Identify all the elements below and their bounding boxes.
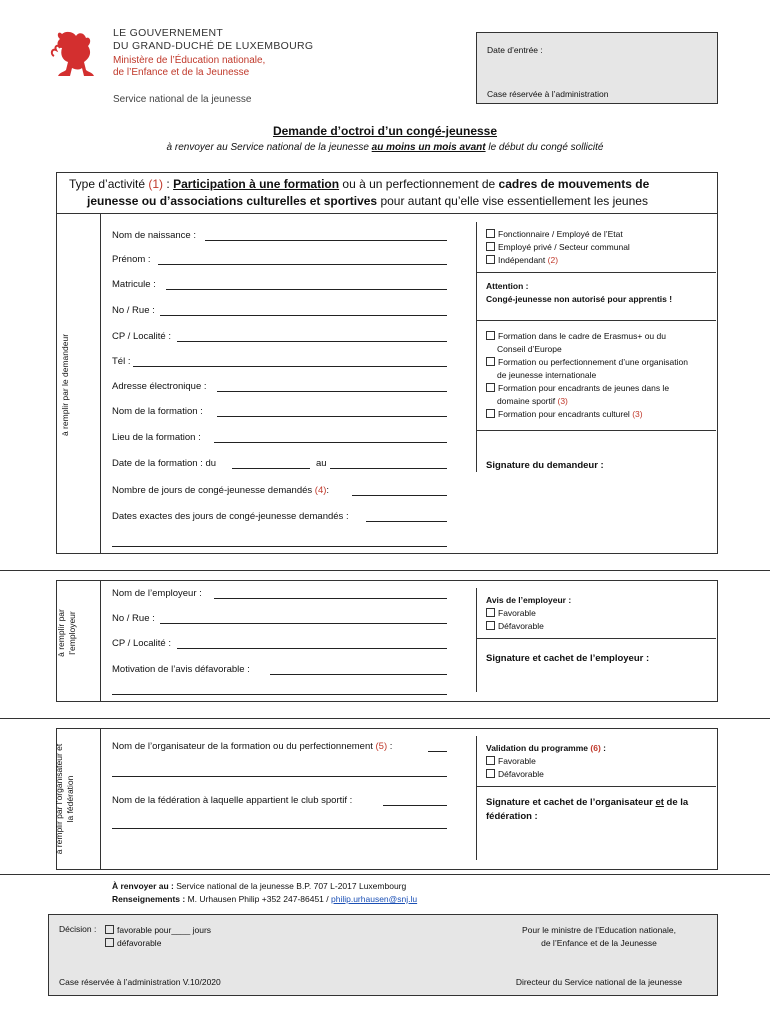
motivation-input-1[interactable] <box>270 674 447 675</box>
employer-top-rule <box>0 570 770 571</box>
formation-option-culturel[interactable] <box>486 408 688 421</box>
contact-email-link[interactable]: philip.urhausen@snj.lu <box>331 894 418 904</box>
applicant-signature-label: Signature du demandeur : <box>486 460 604 471</box>
employer-side-divider <box>100 580 101 701</box>
gov-line-2: DU GRAND-DUCHÉ DE LUXEMBOURG <box>113 40 314 52</box>
dates-exactes-input-1[interactable] <box>366 521 447 522</box>
organizer-side-label <box>54 732 76 866</box>
matricule-label: Matricule : <box>112 279 156 290</box>
organizer-defavorable-option[interactable] <box>486 768 606 781</box>
federation-label: Nom de la fédération à laquelle appartient le club sportif : <box>112 795 353 806</box>
renseignements <box>112 894 417 904</box>
employer-defavorable-option[interactable] <box>486 620 571 633</box>
organizer-col-divider <box>476 736 477 860</box>
organizer-nom-input-1[interactable] <box>428 751 447 752</box>
date-du-label: Date de la formation : du <box>112 458 217 469</box>
employer-opinion-divider <box>476 638 716 639</box>
validation-ref: (6) <box>590 743 601 753</box>
activity-ref: (1) <box>148 177 164 191</box>
employer-side-label-1: à remplir par <box>56 609 66 657</box>
dates-exactes-label: Dates exactes des jours de congé-jeunesse demandés : <box>112 511 349 522</box>
employer-cp-input[interactable] <box>177 648 447 649</box>
email-input[interactable] <box>217 391 447 392</box>
employer-nom-input[interactable] <box>214 598 447 599</box>
activity-part-3: cadres de mouvements de <box>498 177 650 191</box>
prenom-input[interactable] <box>158 264 447 265</box>
organizer-side-label-2: la fédération <box>65 775 75 823</box>
activity-part-5: pour autant qu’elle vise essentiellement les jeunes <box>377 194 648 208</box>
federation-input-2[interactable] <box>112 828 447 829</box>
decision-favorable-label: favorable pour____ jours <box>117 925 212 935</box>
matricule-input[interactable] <box>166 289 447 290</box>
checkbox-icon <box>486 229 495 238</box>
date-au-label: au <box>316 458 327 469</box>
ministre-line-1: Pour le ministre de l’Education nationale, <box>521 925 677 935</box>
tel-input[interactable] <box>133 366 447 367</box>
employer-signature-label: Signature et cachet de l’employeur : <box>486 653 650 664</box>
ministre-signatory <box>489 924 709 950</box>
formation-label: Nom de la formation : <box>112 406 203 417</box>
formation-option-erasmus[interactable] <box>486 330 688 343</box>
applicant-side-divider <box>100 213 101 554</box>
status-divider <box>476 272 716 273</box>
decision-favorable-option[interactable] <box>105 924 211 937</box>
government-name <box>113 27 313 53</box>
activity-prefix: Type d’activité <box>69 177 149 191</box>
employer-col-divider <box>476 588 477 692</box>
admin-decision-box <box>48 914 718 996</box>
decision-options <box>105 924 211 950</box>
formation-f2b: de jeunesse internationale <box>497 370 597 380</box>
organizer-favorable-option[interactable] <box>486 755 606 768</box>
email-label: Adresse électronique : <box>112 381 207 392</box>
form-title: Demande d’octroi d’un congé-jeunesse <box>272 124 498 138</box>
organizer-nom-label <box>112 741 392 752</box>
checkbox-icon <box>486 383 495 392</box>
lieu-label: Lieu de la formation : <box>112 432 201 443</box>
formation-option-sportif[interactable] <box>486 382 688 395</box>
organizer-defavorable-label: Défavorable <box>498 769 544 779</box>
org-signature-line2: fédération : <box>486 811 538 822</box>
date-au-input[interactable] <box>330 468 447 469</box>
attention-divider <box>476 320 716 321</box>
coat-of-arms-logo <box>48 26 100 82</box>
prenom-label: Prénom : <box>112 254 151 265</box>
validation-post: : <box>600 743 606 753</box>
formation-f3b-pre: domaine sportif <box>497 396 558 406</box>
employer-side-label <box>56 598 78 668</box>
date-du-input[interactable] <box>232 468 310 469</box>
formation-f1a: Formation dans le cadre de Erasmus+ ou du <box>498 331 666 341</box>
admin-reserved-label: Case réservée à l’administration <box>487 89 609 99</box>
ministry-line-2: de l’Enfance et de la Jeunesse <box>113 67 250 78</box>
org-signature-post: de la <box>663 797 689 808</box>
admin-reserved-version: Case réservée à l’administration V.10/2020 <box>59 977 221 987</box>
employer-defavorable-label: Défavorable <box>498 621 544 631</box>
checkbox-icon <box>486 242 495 251</box>
form-subtitle <box>0 142 770 153</box>
validation-divider <box>476 786 716 787</box>
organizer-favorable-label: Favorable <box>498 756 536 766</box>
status-opt3-label: Indépendant <box>498 255 548 265</box>
formation-f2a: Formation ou perfectionnement d’une organisation <box>498 357 688 367</box>
attention-text: Congé-jeunesse non autorisé pour apprentis ! <box>486 294 673 304</box>
activity-part-1: Participation à une formation <box>173 177 340 191</box>
formation-f4-label: Formation pour encadrants culturel <box>498 409 633 419</box>
applicant-col-divider <box>476 222 477 472</box>
renvoyer-address <box>112 881 406 891</box>
status-option-independant[interactable] <box>486 254 630 267</box>
checkbox-icon <box>486 331 495 340</box>
decision-label: Décision : <box>59 924 97 934</box>
organizer-nom-input-2[interactable] <box>112 776 447 777</box>
nb-jours-pre: Nombre de jours de congé-jeunesse demandés <box>112 485 315 496</box>
organizer-nom-ref: (5) <box>375 741 388 752</box>
validation-pre: Validation du programme <box>486 743 591 753</box>
checkbox-icon <box>486 608 495 617</box>
federation-input-1[interactable] <box>383 805 447 806</box>
decision-defavorable-option[interactable] <box>105 937 211 950</box>
checkbox-icon <box>486 621 495 630</box>
employer-opinion <box>486 594 571 633</box>
subtitle-pre: à renvoyer au Service national de la jeunesse <box>166 142 372 153</box>
rue-input[interactable] <box>160 315 447 316</box>
renvoyer-label: À renvoyer au : <box>112 881 174 891</box>
activity-line-2 <box>87 194 648 208</box>
organizer-signature-label <box>486 796 688 824</box>
status-option-prive[interactable] <box>486 241 630 254</box>
applicant-side-label: à remplir par le demandeur <box>60 333 70 437</box>
date-entree-label: Date d’entrée : <box>487 45 543 55</box>
service-name: Service national de la jeunesse <box>113 94 252 105</box>
ministry-name <box>113 55 265 79</box>
organizer-side-label-1: à remplir par l’organisateur et <box>54 743 64 855</box>
activity-colon: : <box>163 177 174 191</box>
formation-input[interactable] <box>217 416 447 417</box>
employer-rue-input[interactable] <box>160 623 447 624</box>
nb-jours-post: : <box>326 485 330 496</box>
dates-exactes-input-2[interactable] <box>112 546 447 547</box>
directeur-signatory: Directeur du Service national de la jeunesse <box>515 977 683 987</box>
activity-line-1 <box>69 177 649 191</box>
formation-f3b <box>486 395 688 408</box>
cp-label: CP / Localité : <box>112 331 171 342</box>
motivation-label: Motivation de l’avis défavorable : <box>112 664 250 675</box>
formation-f4-ref: (3) <box>632 409 643 419</box>
checkbox-icon <box>105 925 114 934</box>
programme-validation <box>486 742 606 781</box>
renseignements-label: Renseignements : <box>112 894 186 904</box>
employer-favorable-option[interactable] <box>486 607 571 620</box>
activity-part-2: ou à un perfectionnement de <box>339 177 499 191</box>
checkbox-icon <box>486 756 495 765</box>
renvoyer-text: Service national de la jeunesse B.P. 707 L-2017 Luxembourg <box>173 881 407 891</box>
ministre-line-2: de l’Enfance et de la Jeunesse <box>541 938 657 948</box>
employer-favorable-label: Favorable <box>498 608 536 618</box>
attention-note <box>486 280 672 306</box>
rue-label: No / Rue : <box>112 305 155 316</box>
formation-type-options <box>486 330 688 421</box>
formation-option-internationale[interactable] <box>486 356 688 369</box>
checkbox-icon <box>486 357 495 366</box>
formation-f1b: Conseil d’Europe <box>497 344 562 354</box>
motivation-input-2[interactable] <box>112 694 447 695</box>
status-opt2-label: Employé privé / Secteur communal <box>498 242 630 252</box>
cp-input[interactable] <box>177 341 447 342</box>
formation-f3b-ref: (3) <box>557 396 568 406</box>
checkbox-icon <box>486 769 495 778</box>
tel-label: Tél : <box>112 356 131 367</box>
lieu-input[interactable] <box>214 442 447 443</box>
admin-entry-box <box>476 32 718 104</box>
footer-top-rule <box>0 874 770 875</box>
subtitle-emph: au moins un mois avant <box>371 142 486 153</box>
nb-jours-ref: (4) <box>314 485 327 496</box>
activity-part-4: jeunesse ou d’associations culturelles et sportives <box>87 194 378 208</box>
organizer-top-rule <box>0 718 770 719</box>
validation-title <box>486 742 606 755</box>
checkbox-icon <box>486 255 495 264</box>
org-signature-et: et <box>655 797 664 808</box>
org-signature-pre: Signature et cachet de l’organisateur <box>486 797 656 808</box>
employer-avis-title: Avis de l’employeur : <box>486 595 572 605</box>
checkbox-icon <box>105 938 114 947</box>
renseignements-text: M. Urhausen Philip +352 247-86451 / <box>185 894 331 904</box>
organizer-nom-post: : <box>387 741 393 752</box>
checkbox-icon <box>486 409 495 418</box>
organizer-side-divider <box>100 728 101 869</box>
nb-jours-label <box>112 485 329 496</box>
organizer-nom-pre: Nom de l’organisateur de la formation ou du perfectionnement <box>112 741 376 752</box>
attention-title: Attention : <box>486 281 529 291</box>
employer-cp-label: CP / Localité : <box>112 638 171 649</box>
nom-naissance-input[interactable] <box>205 240 447 241</box>
employment-status-options <box>486 228 630 267</box>
employer-nom-label: Nom de l’employeur : <box>112 588 202 599</box>
nb-jours-input[interactable] <box>352 495 447 496</box>
status-option-fonctionnaire[interactable] <box>486 228 630 241</box>
nom-naissance-label: Nom de naissance : <box>112 230 196 241</box>
decision-defavorable-label: défavorable <box>117 938 162 948</box>
formation-divider <box>476 430 716 431</box>
employer-side-label-2: l’employeur <box>67 611 77 655</box>
employer-rue-label: No / Rue : <box>112 613 155 624</box>
subtitle-post: le début du congé sollicité <box>485 142 604 153</box>
formation-f3a: Formation pour encadrants de jeunes dans le <box>498 383 670 393</box>
status-opt3-ref: (2) <box>547 255 559 265</box>
gov-line-1: LE GOUVERNEMENT <box>113 27 224 39</box>
activity-type-box <box>56 172 718 214</box>
ministry-line-1: Ministère de l’Éducation nationale, <box>113 55 266 66</box>
status-opt1-label: Fonctionnaire / Employé de l’Etat <box>498 229 623 239</box>
